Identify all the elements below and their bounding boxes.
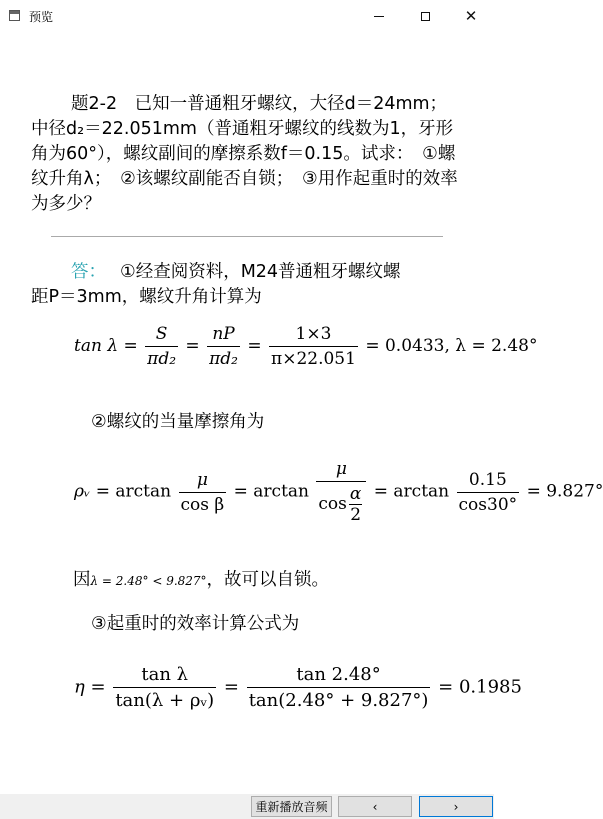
- eq1-f1-den: πd₂: [147, 349, 177, 369]
- eq2-inner-fraction: [349, 484, 362, 525]
- eq2-arctan-2: arctan: [253, 481, 309, 502]
- step2-conc-pre: 因: [73, 570, 91, 590]
- window-title: 预览: [29, 10, 54, 24]
- eq1-f2-den: πd₂: [209, 349, 238, 369]
- eq2-fraction-2: [316, 459, 366, 525]
- chevron-right-icon: ›: [453, 799, 459, 814]
- eq2-arctan-3: arctan: [393, 481, 450, 502]
- eq3-f2-den: tan(2.48° + 9.827°): [248, 690, 429, 711]
- next-button[interactable]: [419, 796, 493, 817]
- eq2-alpha: α: [349, 484, 362, 504]
- eq1-f1-num: S: [145, 324, 178, 347]
- eq1-result: = 0.0433, λ = 2.48°: [365, 336, 538, 356]
- eq2-two: 2: [350, 505, 362, 525]
- maximize-icon: [421, 12, 430, 21]
- eq2-result: = 9.827°: [526, 481, 603, 502]
- close-button[interactable]: [448, 0, 494, 32]
- chevron-left-icon: ‹: [372, 799, 378, 814]
- question-text: 题2-2 已知一普通粗牙螺纹，大径d＝24mm；中径d₂＝22.051mm（普通粗牙螺纹的线数为1，牙形角为60°），螺纹副间的摩擦系数f＝0.15。试求： ①螺纹升角λ； ②该螺纹副能否自锁； ③用作起重时的效率为多少？: [31, 94, 458, 214]
- eq3-fraction-2: [247, 664, 431, 711]
- eq3-fraction-1: [113, 664, 216, 711]
- eq1-fraction-1: [145, 324, 178, 369]
- step2-conc-math: λ = 2.48° < 9.827°: [90, 574, 207, 588]
- eq3-lhs: η: [74, 676, 85, 698]
- eq3-f1-den: tan(λ + ρᵥ): [115, 690, 215, 711]
- eq2-f1-num: μ: [179, 470, 227, 493]
- answer-step2-conclusion: [73, 568, 329, 594]
- replay-audio-button[interactable]: 重新播放音频: [251, 796, 332, 817]
- step2-conc-post: ，故可以自锁。: [206, 570, 330, 590]
- eq2-f2-den-cos: cos: [318, 494, 347, 514]
- minimize-button[interactable]: [356, 0, 402, 32]
- bottom-toolbar: [0, 794, 494, 819]
- divider: [51, 236, 443, 237]
- eq2-f3-den: cos30°: [458, 494, 518, 515]
- eq1-f3-den: π×22.051: [271, 349, 356, 369]
- maximize-button[interactable]: [402, 0, 448, 32]
- eq1-f2-num: nP: [207, 324, 240, 347]
- preview-content: [0, 32, 603, 794]
- equation-1: tan λ = $\frac{S}{\text{πd₂}}$ = $\frac{nP}{\text{πd₂}}$ = $\frac{1\times 3}{\pi\times 22.051}$ = 0.0433, λ = 2.48°: [74, 324, 538, 369]
- eq2-arctan-1: arctan: [115, 481, 172, 502]
- minimize-icon: [374, 16, 384, 17]
- eq3-f2-num: tan 2.48°: [247, 664, 431, 688]
- eq1-fraction-3: [269, 324, 358, 369]
- close-icon: ✕: [464, 7, 478, 25]
- eq1-lhs: tan λ: [74, 336, 119, 356]
- eq1-fraction-2: [207, 324, 240, 369]
- answer-step3: ③起重时的效率计算公式为: [91, 614, 300, 634]
- answer-step2: ②螺纹的当量摩擦角为: [91, 412, 265, 432]
- eq2-lhs: ρᵥ: [74, 481, 91, 502]
- eq2-f2-num: μ: [316, 459, 366, 482]
- eq3-result: = 0.1985: [438, 676, 522, 698]
- eq2-fraction-3: [457, 470, 520, 515]
- answer-step1: [31, 260, 401, 285]
- eq3-f1-num: tan λ: [113, 664, 216, 688]
- app-window-icon: [9, 10, 20, 21]
- eq2-f3-num: 0.15: [457, 470, 520, 493]
- eq2-f1-den: cos β: [180, 494, 225, 515]
- title-bar: [0, 0, 494, 32]
- answer-step1-line2: 距P＝3mm，螺纹升角计算为: [31, 287, 262, 307]
- equation-3: η = $\frac{\text{tan λ}}{\text{tan(λ + ρᵥ)}}$ = $\frac{\tan 2.48^\circ}{\tan(2.48^\circ + 9.827^\circ)}$ = 0.1985: [74, 664, 522, 711]
- equation-2: ρᵥ = arctan $\frac{\mu}{\text{cos β}}$ = arctan μ cos $\frac{\alpha}{2}$ = arctan $\frac{0.15}{\cos 30^\circ}$ = 9.827°: [74, 459, 603, 525]
- answer-label: 答：: [71, 262, 106, 282]
- eq2-fraction-1: [179, 470, 227, 515]
- step1-text: ①经查阅资料，M24普通粗牙螺纹螺: [120, 262, 401, 282]
- previous-button[interactable]: [338, 796, 412, 817]
- eq1-f3-num: 1×3: [269, 324, 358, 347]
